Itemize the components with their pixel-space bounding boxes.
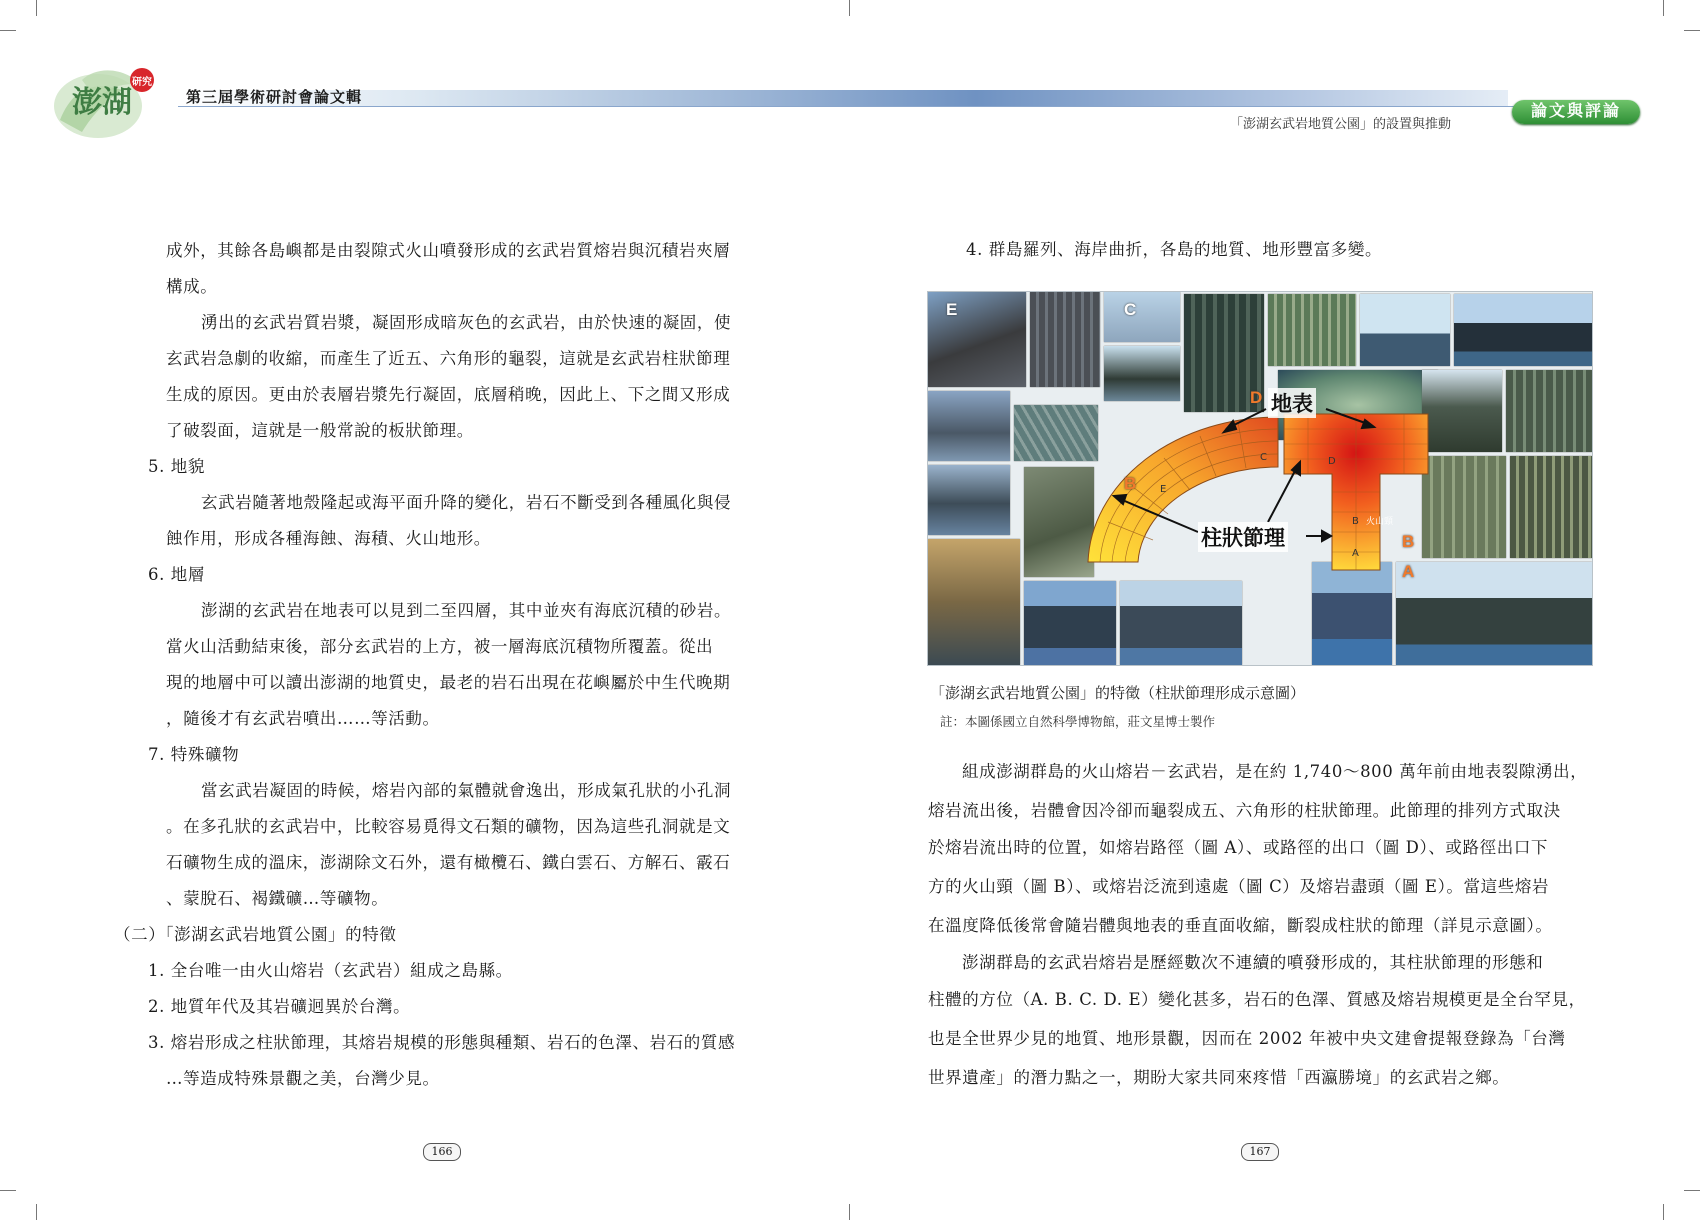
figure-caption: 「澎湖玄武岩地質公園」的特徵（柱狀節理形成示意圖）: [930, 684, 1306, 702]
figure-label-b-left: B: [1124, 474, 1137, 493]
body-line: 柱體的方位（A. B. C. D. E）變化甚多，岩石的色澤、質感及熔岩規模更是全台罕見，: [928, 990, 1586, 1009]
body-line: 構成。: [166, 277, 218, 296]
crop-mark: [36, 1204, 37, 1220]
svg-text:火山頸: 火山頸: [1366, 517, 1394, 527]
figure-label-c: C: [1124, 300, 1137, 319]
svg-text:D: D: [1328, 456, 1336, 467]
section-heading: 5. 地貌: [148, 457, 205, 476]
columnar-joint-figure: [927, 291, 1593, 666]
book-title: 第三屆學術研討會論文輯: [186, 89, 363, 106]
body-line: 現的地層中可以讀出澎湖的地質史，最老的岩石出現在花嶼屬於中生代晚期: [166, 673, 731, 692]
body-line: 澎湖群島的玄武岩熔岩是歷經數次不連續的噴發形成的，其柱狀節理的形態和: [962, 953, 1544, 972]
crop-mark: [1684, 30, 1700, 31]
section-heading: 6. 地層: [148, 565, 205, 584]
body-line: 熔岩流出後，岩體會因冷卻而龜裂成五、六角形的柱狀節理。此節理的排列方式取決: [928, 801, 1561, 820]
crop-mark: [0, 30, 16, 31]
body-line: 世界遺產」的潛力點之一，期盼大家共同來疼惜「西瀛勝境」的玄武岩之鄉。: [928, 1068, 1510, 1087]
body-line: 、蒙脫石、褐鐵礦…等礦物。: [166, 889, 389, 908]
figure-label-a: A: [1402, 562, 1415, 581]
body-line: 。在多孔狀的玄武岩中，比較容易覓得文石類的礦物，因為這些孔洞就是文: [166, 817, 731, 836]
crop-mark: [1684, 1190, 1700, 1191]
header-rule: [178, 106, 1518, 107]
body-line: 玄武岩急劇的收縮，而產生了近五、六角形的龜裂，這就是玄武岩柱狀節理: [166, 349, 731, 368]
body-line: 也是全世界少見的地質、地形景觀，因而在 2002 年被中央文建會提報登錄為「台灣: [928, 1029, 1566, 1048]
body-line: 澎湖的玄武岩在地表可以見到二至四層，其中並夾有海底沉積的砂岩。: [201, 601, 732, 620]
list-item: 3. 熔岩形成之柱狀節理，其熔岩規模的形態與種類、岩石的色澤、岩石的質感: [148, 1033, 736, 1052]
svg-text:澎湖: 澎湖: [72, 85, 132, 120]
figure-label-d: D: [1250, 388, 1263, 407]
body-line: 石礦物生成的溫床，澎湖除文石外，還有橄欖石、鐵白雲石、方解石、霰石: [166, 853, 731, 872]
body-line: 在溫度降低後常會隨岩體與地表的垂直面收縮，斷裂成柱狀的節理（詳見示意圖）。: [928, 916, 1553, 935]
body-line: 於熔岩流出時的位置，如熔岩路徑（圖 A）、或路徑的出口（圖 D）、或路徑出口下: [928, 838, 1549, 857]
svg-text:研究: 研究: [132, 77, 152, 88]
body-line: 組成澎湖群島的火山熔岩－玄武岩，是在約 1,740～800 萬年前由地表裂隙湧出，: [962, 762, 1588, 781]
body-line: 蝕作用，形成各種海蝕、海積、火山地形。: [166, 529, 491, 548]
columnar-joint-diagram: [928, 292, 1592, 665]
page-number-right: 167: [1241, 1143, 1279, 1161]
list-item: 2. 地質年代及其岩礦迥異於台灣。: [148, 997, 411, 1016]
crop-mark: [36, 0, 37, 16]
svg-text:C: C: [1260, 452, 1267, 463]
paper-title: 「澎湖玄武岩地質公園」的設置與推動: [1230, 116, 1452, 131]
figure-label-b-right: B: [1402, 532, 1415, 551]
crop-mark: [0, 1190, 16, 1191]
section-heading: （二）「澎湖玄武岩地質公園」的特徵: [114, 925, 397, 944]
list-item: …等造成特殊景觀之美，台灣少見。: [166, 1069, 440, 1088]
body-line: 湧出的玄武岩質岩漿，凝固形成暗灰色的玄武岩，由於快速的凝固，使: [201, 313, 732, 332]
crop-mark: [1663, 1204, 1664, 1220]
page-number-left: 166: [423, 1143, 461, 1161]
body-line: 方的火山頸（圖 B）、或熔岩泛流到遠處（圖 C）及熔岩盡頭（圖 E）。當這些熔岩: [928, 877, 1550, 896]
columnar-joint-label: 柱狀節理: [1198, 522, 1288, 552]
list-item: 4. 群島羅列、海岸曲折，各島的地質、地形豐富多變。: [966, 240, 1383, 259]
journal-logo: [52, 60, 164, 142]
crop-mark: [849, 0, 850, 16]
figure-label-e: E: [946, 300, 958, 319]
body-line: 當火山活動結束後，部分玄武岩的上方，被一層海底沉積物所覆蓋。從出: [166, 637, 714, 656]
figure-caption-note: 註：本圖係國立自然科學博物館，莊文星博士製作: [940, 714, 1216, 729]
svg-text:A: A: [1352, 548, 1359, 559]
surface-label: 地表: [1268, 388, 1316, 418]
body-line: 玄武岩隨著地殼隆起或海平面升降的變化，岩石不斷受到各種風化與侵: [201, 493, 732, 512]
body-line: 了破裂面，這就是一般常說的板狀節理。: [166, 421, 474, 440]
header-bar: [178, 90, 1508, 106]
section-badge: 論文與評論: [1512, 100, 1640, 124]
body-line: 成外，其餘各島嶼都是由裂隙式火山噴發形成的玄武岩質熔岩與沉積岩夾層: [166, 241, 731, 260]
list-item: 1. 全台唯一由火山熔岩（玄武岩）組成之島縣。: [148, 961, 513, 980]
body-line: 當玄武岩凝固的時候，熔岩內部的氣體就會逸出，形成氣孔狀的小孔洞: [201, 781, 732, 800]
body-line: 生成的原因。更由於表層岩漿先行凝固，底層稍晚，因此上、下之間又形成: [166, 385, 731, 404]
crop-mark: [1663, 0, 1664, 16]
section-heading: 7. 特殊礦物: [148, 745, 240, 764]
svg-text:B: B: [1352, 516, 1359, 527]
body-line: ，隨後才有玄武岩噴出……等活動。: [166, 709, 440, 728]
crop-mark: [849, 1204, 850, 1220]
svg-text:E: E: [1160, 484, 1167, 495]
